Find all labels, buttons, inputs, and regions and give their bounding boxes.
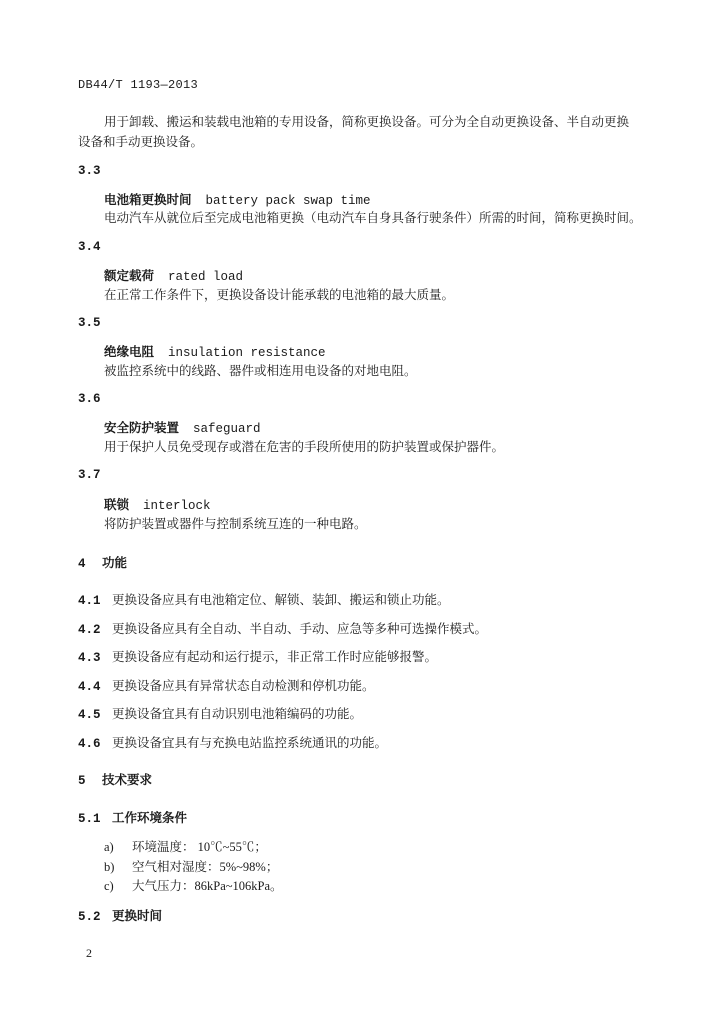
clause <box>78 590 450 608</box>
term-en: interlock <box>143 499 211 513</box>
intro-line-2: 设备和手动更换设备。 <box>78 134 204 149</box>
intro-line-1: 用于卸载、搬运和装载电池箱的专用设备，简称更换设备。可分为全自动更换设备、半自动更换 <box>104 114 630 129</box>
subsection-title: 工作环境条件 <box>112 810 188 825</box>
term-number: 3.3 <box>78 164 101 178</box>
subsection-title: 更换时间 <box>112 908 163 923</box>
clause <box>78 676 375 694</box>
standard-code-header: DB44/T 1193—2013 <box>78 78 199 92</box>
term-definition: 电动汽车从就位后至完成电池箱更换（电动汽车自身具备行驶条件）所需的时间，简称更换时间。 <box>104 210 642 225</box>
term-zh: 安全防护装置 <box>104 420 180 435</box>
term-en: safeguard <box>193 422 261 436</box>
list-marker: c) <box>104 879 114 893</box>
clause-number: 4.6 <box>78 737 101 751</box>
term-number: 3.6 <box>78 392 101 406</box>
term-definition: 将防护装置或器件与控制系统互连的一种电路。 <box>104 516 367 531</box>
list-text: 大气压力：86kPa~106kPa。 <box>132 879 283 893</box>
subsection-heading <box>78 906 162 924</box>
section-number: 5 <box>78 774 86 788</box>
clause-number: 4.3 <box>78 651 101 665</box>
section-title: 技术要求 <box>102 772 153 787</box>
list-marker: a) <box>104 840 114 854</box>
list-item <box>104 837 267 855</box>
term-heading <box>104 266 243 284</box>
page-number: 2 <box>86 946 92 960</box>
clause-number: 4.2 <box>78 623 101 637</box>
list-text: 空气相对湿度：5%~98%； <box>132 860 279 874</box>
section-5-heading <box>78 770 152 788</box>
term-zh: 联锁 <box>104 497 130 512</box>
term-definition: 在正常工作条件下，更换设备设计能承载的电池箱的最大质量。 <box>104 287 455 302</box>
term-heading <box>104 418 261 436</box>
clause-text: 更换设备应有起动和运行提示，非正常工作时应能够报警。 <box>112 649 438 664</box>
list-item <box>104 857 278 875</box>
term-zh: 额定载荷 <box>104 268 155 283</box>
subsection-heading <box>78 808 187 826</box>
section-title: 功能 <box>102 555 128 570</box>
term-en: insulation resistance <box>168 346 326 360</box>
term-number: 3.4 <box>78 240 101 254</box>
term-en: battery pack swap time <box>205 194 371 208</box>
term-en: rated load <box>168 270 244 284</box>
clause-text: 更换设备宜具有自动识别电池箱编码的功能。 <box>112 706 363 721</box>
clause <box>78 704 362 722</box>
list-item <box>104 876 283 894</box>
term-number: 3.7 <box>78 468 101 482</box>
term-definition: 用于保护人员免受现存或潜在危害的手段所使用的防护装置或保护器件。 <box>104 439 505 454</box>
term-number: 3.5 <box>78 316 101 330</box>
clause-text: 更换设备应具有异常状态自动检测和停机功能。 <box>112 678 375 693</box>
term-heading <box>104 495 211 513</box>
clause-text: 更换设备应具有电池箱定位、解锁、装卸、搬运和锁止功能。 <box>112 592 450 607</box>
list-marker: b) <box>104 860 115 874</box>
clause-number: 4.5 <box>78 708 101 722</box>
term-zh: 绝缘电阻 <box>104 344 155 359</box>
term-heading <box>104 190 371 208</box>
term-zh: 电池箱更换时间 <box>104 192 192 207</box>
clause <box>78 733 387 751</box>
clause <box>78 647 437 665</box>
clause-number: 4.4 <box>78 680 101 694</box>
section-4-heading <box>78 553 127 571</box>
subsection-number: 5.2 <box>78 910 101 924</box>
clause-text: 更换设备宜具有与充换电站监控系统通讯的功能。 <box>112 735 388 750</box>
subsection-number: 5.1 <box>78 812 101 826</box>
clause <box>78 619 487 637</box>
clause-text: 更换设备应具有全自动、半自动、手动、应急等多种可选操作模式。 <box>112 621 488 636</box>
clause-number: 4.1 <box>78 594 101 608</box>
list-text: 环境温度： 10℃~55℃； <box>132 840 267 854</box>
section-number: 4 <box>78 557 86 571</box>
term-definition: 被监控系统中的线路、器件或相连用电设备的对地电阻。 <box>104 363 417 378</box>
term-heading <box>104 342 326 360</box>
